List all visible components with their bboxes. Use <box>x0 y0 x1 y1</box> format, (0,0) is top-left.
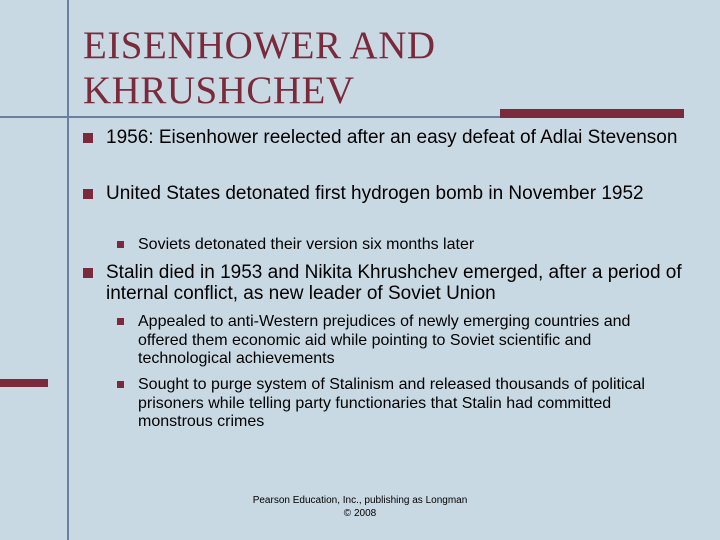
bullet-item <box>83 262 683 304</box>
square-bullet-icon <box>117 318 124 325</box>
title-line-1: EISENHOWER AND <box>83 24 436 67</box>
left-accent-bar <box>0 379 48 387</box>
sub-bullet-text: Sought to purge system of Stalinism and released thousands of political prisoners while telling party functionaries that Stalin had committed monstrous crimes <box>138 376 645 430</box>
slide-title <box>83 23 643 113</box>
sub-bullet-text: Appealed to anti-Western prejudices of newly emerging countries and offered them economic aid while pointing to Soviet scientific and technological achievements <box>138 313 631 367</box>
footer <box>250 494 470 520</box>
sub-bullet-item <box>117 376 677 432</box>
sub-bullet-item <box>117 236 677 255</box>
square-bullet-icon <box>83 189 93 199</box>
footer-publisher: Pearson Education, Inc., publishing as Longman <box>252 495 468 506</box>
square-bullet-icon <box>117 381 124 388</box>
sub-bullet-item <box>117 313 677 369</box>
sub-bullet-text: Soviets detonated their version six months later <box>138 236 475 253</box>
vertical-rule <box>67 0 69 540</box>
title-line-2: KHRUSHCHEV <box>83 69 355 112</box>
square-bullet-icon <box>83 133 93 143</box>
square-bullet-icon <box>117 241 124 248</box>
bullet-text: 1956: Eisenhower reelected after an easy defeat of Adlai Stevenson <box>106 127 678 148</box>
bullet-item <box>83 183 683 204</box>
bullet-text: United States detonated first hydrogen bomb in November 1952 <box>106 183 644 204</box>
square-bullet-icon <box>83 268 93 278</box>
bullet-item <box>83 127 683 148</box>
footer-copyright: © 2008 <box>343 508 377 519</box>
bullet-text: Stalin died in 1953 and Nikita Khrushchev emerged, after a period of internal conflict, as new leader of Soviet Union <box>106 262 682 304</box>
